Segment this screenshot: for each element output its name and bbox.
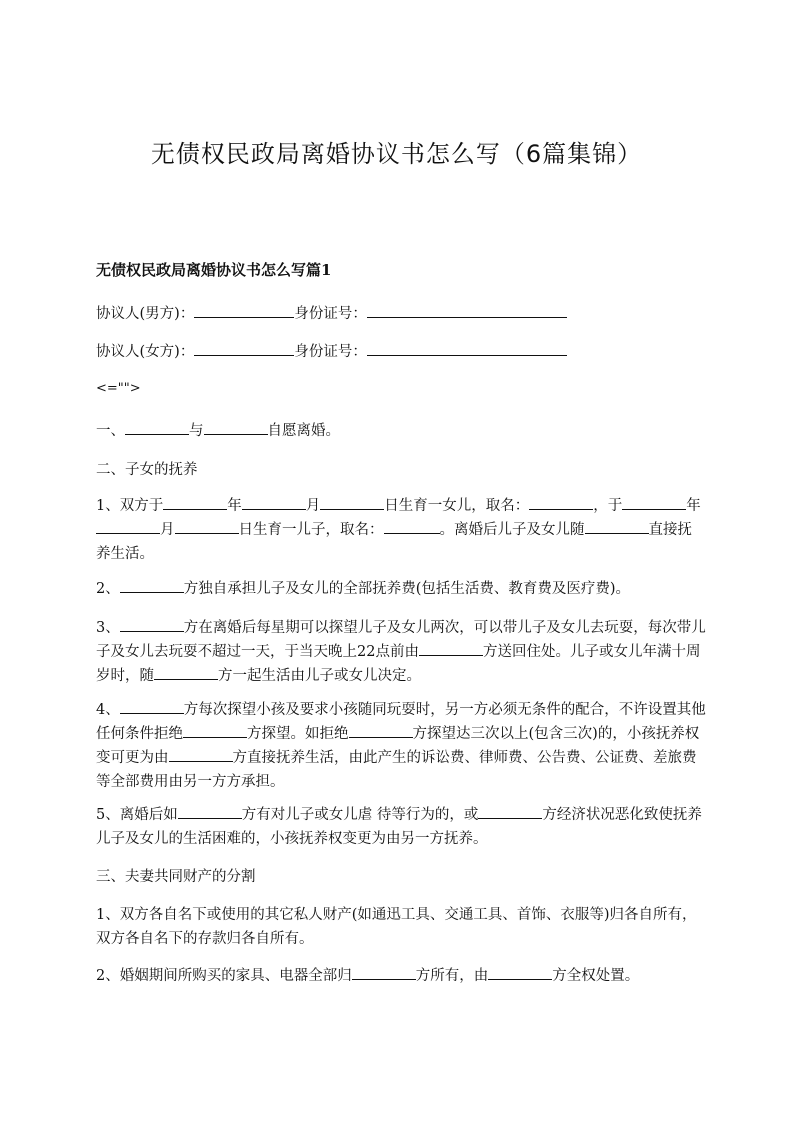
- party-female-line: [96, 340, 567, 364]
- party-male-label: 协议人(男方)：: [96, 306, 195, 322]
- blank-field: [96, 519, 160, 534]
- blank-field: [204, 420, 268, 435]
- blank-field: [194, 341, 294, 356]
- blank-field: [622, 495, 686, 510]
- blank-field: [384, 519, 440, 534]
- blank-field: [183, 723, 247, 738]
- paragraph-5: 5、离婚后如 方有对儿子或女儿虐 待等行为的，或 方经济状况恶化致使抚养儿子及女儿的生活困难的，小孩抚养权变更为由另一方抚养。: [96, 803, 706, 851]
- blank-field: [178, 804, 242, 819]
- heading-child-custody: 二、子女的抚养: [96, 462, 198, 478]
- blank-field: [529, 495, 593, 510]
- party-female-label: 协议人(女方)：: [96, 344, 195, 360]
- id-label: 身份证号：: [294, 306, 367, 322]
- party-male-line: [96, 302, 567, 326]
- clause-1: 一、 与 自愿离婚。: [96, 419, 340, 443]
- blank-field: [349, 723, 413, 738]
- paragraph-7: 2、婚姻期间所购买的家具、电器全部归 方所有，由 方全权处置。: [96, 964, 706, 988]
- document-title: 无债权民政局离婚协议书怎么写（6篇集锦）: [150, 140, 643, 168]
- paragraph-4: 4、 方每次探望小孩及要求小孩随同玩耍时，另一方必须无条件的配合，不许设置其他任何条件拒绝 方探望。如拒绝 方探望达三次以上(包含三次)的，小孩抚养权变可更为由 方直接抚养生活，由此产生的诉讼费、律师费、公告费、公证费、差旅费等全部费用由另一方方承担。: [96, 698, 706, 794]
- blank-field: [320, 495, 384, 510]
- blank-field: [488, 965, 552, 980]
- heading-property-division: 三、夫妻共同财产的分割: [96, 869, 256, 885]
- paragraph-2: 2、 方独自承担儿子及女儿的全部抚养费(包括生活费、教育费及医疗费)。: [96, 577, 706, 601]
- paragraph-3: 3、 方在离婚后每星期可以探望儿子及女儿两次，可以带儿子及女儿去玩耍，每次带儿子及女儿去玩耍不超过一天，于当天晚上22点前由 方送回住处。儿子或女儿年满十周岁时，随 方一起生活由儿子或女儿决定。: [96, 616, 706, 688]
- blank-field: [585, 519, 649, 534]
- blank-field: [175, 519, 239, 534]
- blank-field: [367, 303, 567, 318]
- blank-field: [163, 495, 227, 510]
- blank-field: [120, 617, 184, 632]
- blank-field: [154, 665, 218, 680]
- blank-field: [194, 303, 294, 318]
- blank-field: [120, 578, 184, 593]
- blank-field: [352, 965, 416, 980]
- blank-field: [242, 495, 306, 510]
- blank-field: [169, 747, 233, 762]
- blank-field: [367, 341, 567, 356]
- id-label: 身份证号：: [294, 344, 367, 360]
- paragraph-1: 1、双方于 年 月 日生育一女儿，取名： ，于 年月 日生育一儿子，取名： 。离婚后儿子及女儿随 直接抚养生活。: [96, 494, 706, 566]
- blank-field: [419, 641, 483, 656]
- paragraph-6: 1、双方各自名下或使用的其它私人财产(如通迅工具、交通工具、首饰、衣服等)归各自所有，双方各自名下的存款归各自所有。: [96, 907, 697, 947]
- stray-markup: <="">: [96, 381, 141, 396]
- section-title: 无债权民政局离婚协议书怎么写篇1: [96, 261, 332, 279]
- blank-field: [120, 699, 184, 714]
- blank-field: [125, 420, 189, 435]
- blank-field: [478, 804, 542, 819]
